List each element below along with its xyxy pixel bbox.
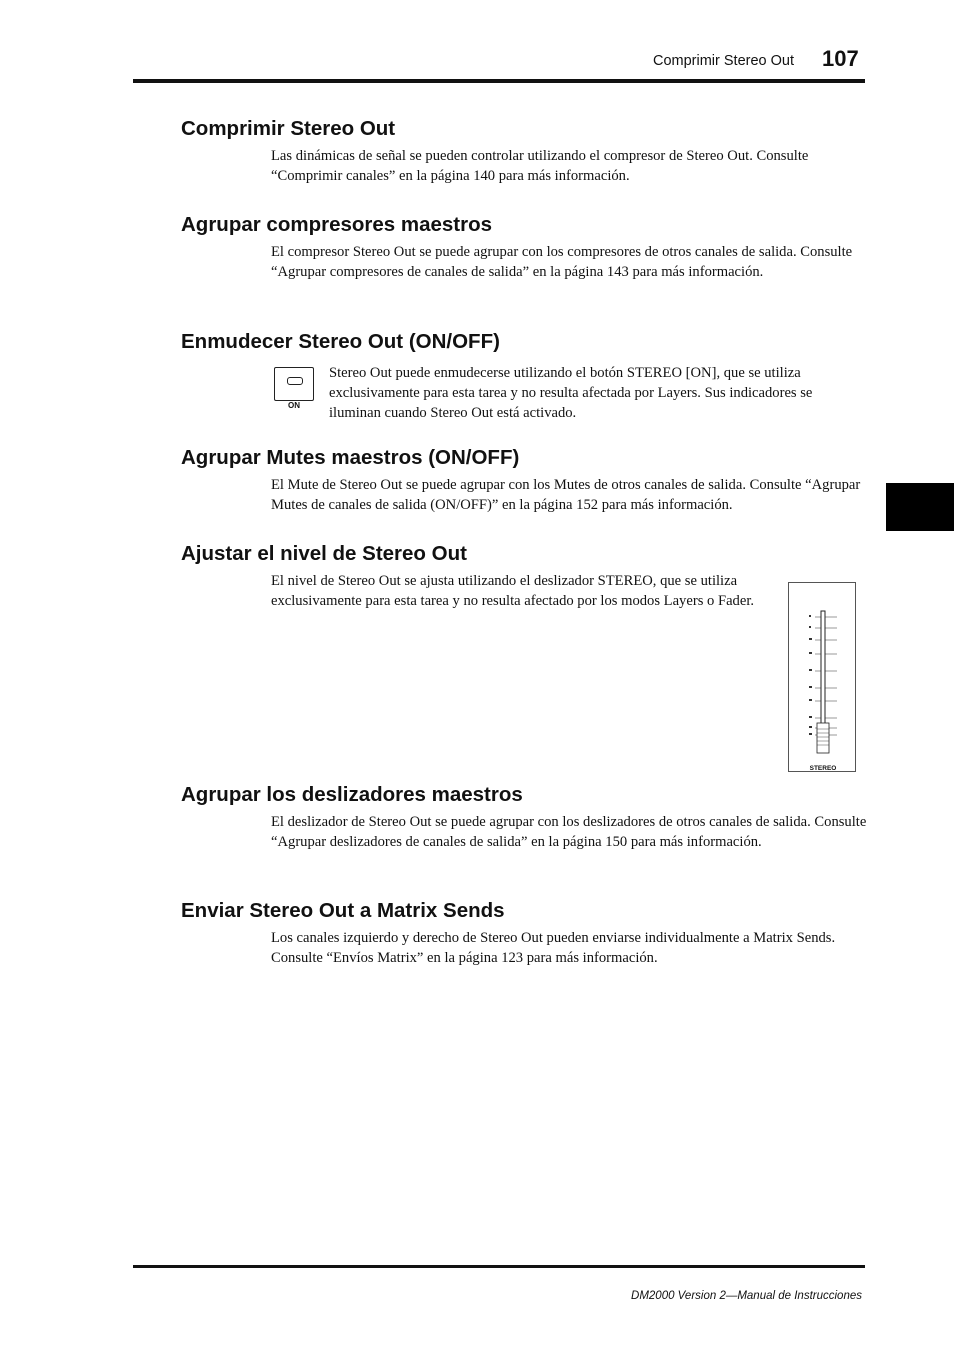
section-body: Los canales izquierdo y derecho de Stereo Out pueden enviarse individualmente a Matrix Sends. Consulte “Envíos Matrix” en la página 123 para más información.: [271, 930, 836, 967]
chapter-tab-marker: [886, 483, 954, 531]
footer-rule: [133, 1265, 865, 1268]
on-indicator-icon: [287, 377, 303, 385]
header-rule: [133, 79, 865, 83]
section-heading: Comprimir Stereo Out: [181, 117, 396, 140]
section-enviar-matrix-sends: [181, 898, 871, 968]
fader-label: STEREO: [809, 765, 837, 772]
section-comprimir-stereo-out: [181, 116, 871, 186]
section-body: Las dinámicas de señal se pueden controlar utilizando el compresor de Stereo Out. Consulte “Comprimir canales” en la página 140 para más información.: [271, 148, 809, 185]
section-heading: Enviar Stereo Out a Matrix Sends: [181, 899, 505, 922]
page-number: 107: [822, 46, 859, 71]
section-body: El nivel de Stereo Out se ajusta utilizando el deslizador STEREO, que se utiliza exclusivamente para esta tarea y no resulta afectado por los modos Layers o Fader.: [271, 573, 755, 610]
section-body: El deslizador de Stereo Out se puede agrupar con los deslizadores de otros canales de salida. Consulte “Agrupar deslizadores de canales de salida” en la página 150 para más información.: [271, 814, 867, 851]
section-heading: Agrupar los deslizadores maestros: [181, 783, 523, 806]
fader-knob-icon: [817, 723, 829, 753]
running-header-title: Comprimir Stereo Out: [652, 53, 794, 69]
footer-manual-title: DM2000 Version 2—Manual de Instrucciones: [631, 1290, 862, 1302]
section-body: Stereo Out puede enmudecerse utilizando el botón STEREO [ON], que se utiliza exclusivamente para esta tarea y no resulta afectada por Layers. Sus indicadores se iluminan cuando Stereo Out está activado.: [329, 365, 813, 422]
stereo-on-button-illustration: [274, 367, 314, 401]
section-heading: Agrupar Mutes maestros (ON/OFF): [181, 446, 520, 469]
section-agrupar-deslizadores: [181, 782, 871, 852]
section-heading: Ajustar el nivel de Stereo Out: [181, 542, 467, 565]
fader-scale-icon: [789, 583, 857, 773]
section-heading: Enmudecer Stereo Out (ON/OFF): [181, 330, 500, 353]
section-agrupar-compresores: [181, 212, 871, 282]
on-button-label: ON: [288, 401, 300, 410]
stereo-fader-illustration: [788, 582, 856, 772]
section-body: El compresor Stereo Out se puede agrupar con los compresores de otros canales de salida. Consulte “Agrupar compresores de canales de salida” en la página 143 para más información.: [271, 244, 853, 281]
section-body: El Mute de Stereo Out se puede agrupar con los Mutes de otros canales de salida. Consulte “Agrupar Mutes de canales de salida (ON/OFF)” en la página 152 para más información.: [271, 477, 861, 514]
section-agrupar-mutes: [181, 445, 871, 515]
section-enmudecer-stereo-out: [181, 329, 871, 355]
section-heading: Agrupar compresores maestros: [181, 213, 493, 236]
section-ajustar-nivel: [181, 541, 871, 611]
